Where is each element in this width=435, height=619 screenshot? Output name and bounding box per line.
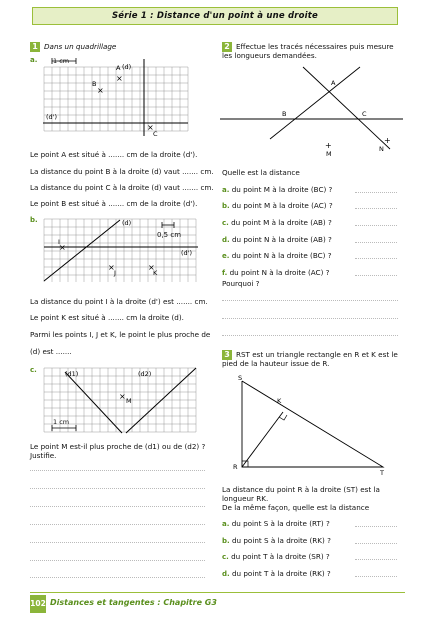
ex3-point-T: T [380, 469, 384, 477]
ex3-number: 3 [222, 350, 232, 360]
ex1a-point-B-label: B [92, 80, 97, 88]
ex1a-d-label: (d) [122, 63, 132, 71]
answer-line[interactable] [222, 318, 398, 319]
ex2-item: b. du point M à la droite (AC) ? [222, 201, 333, 210]
answer-line[interactable] [30, 577, 205, 578]
ex1b-grid [40, 217, 200, 282]
ex1-title: Dans un quadrillage [44, 42, 117, 51]
answer-line[interactable] [30, 506, 205, 507]
answer-blank[interactable] [355, 242, 397, 243]
ex3-text-1: La distance du point R à la droite (ST) est la [222, 485, 380, 494]
ex1a-point-C: × [147, 123, 154, 132]
ex2-point-N: N [379, 145, 384, 153]
ex1c-scale: 1 cm [53, 418, 70, 426]
answer-blank[interactable] [355, 225, 397, 226]
ex3-figure [228, 372, 398, 480]
ex3-text-2: longueur RK. [222, 494, 269, 503]
ex2-point-M-mark: + [325, 141, 332, 150]
ex3-point-K: K [277, 397, 282, 405]
ex3-item: b. du point S à la droite (RK) ? [222, 536, 331, 545]
ex1a-scale: 1 cm [53, 57, 70, 65]
answer-blank[interactable] [355, 543, 397, 544]
page-title-banner [32, 7, 398, 25]
ex1a-point-A: × [116, 74, 123, 83]
ex1b-point-K: × [148, 263, 155, 272]
ex1a-point-B: × [97, 86, 104, 95]
ex2-item: f. du point N à la droite (AC) ? [222, 268, 330, 277]
ex2-item: c. du point M à la droite (AB) ? [222, 218, 332, 227]
ex3-instruction-1: RST est un triangle rectangle en R et K est le [236, 350, 398, 359]
ex2-instruction-2: les longueurs demandées. [222, 51, 317, 60]
ex1a-grid [40, 57, 190, 137]
answer-blank[interactable] [355, 258, 397, 259]
ex1c-label: c. [30, 366, 37, 374]
ex2-point-C: C [362, 110, 367, 118]
ex3-point-R: R [233, 463, 238, 471]
ex3-point-S: S [238, 374, 243, 382]
ex1a-point-A-label: A [116, 64, 121, 72]
ex3-item: a. du point S à la droite (RT) ? [222, 519, 330, 528]
ex2-question: Quelle est la distance [222, 168, 300, 177]
ex2-item: e. du point N à la droite (BC) ? [222, 251, 332, 260]
answer-blank[interactable] [355, 559, 397, 560]
ex1a-q1: Le point A est situé à ....... cm de la droite (d'). [30, 150, 198, 159]
ex1a-q4: Le point B est situé à ....... cm de la droite (d'). [30, 199, 198, 208]
ex1b-point-I-label: I [58, 238, 60, 246]
ex1b-scale: 0,5 cm [157, 231, 182, 239]
ex2-pourquoi: Pourquoi ? [222, 279, 260, 288]
answer-line[interactable] [30, 542, 205, 543]
answer-blank[interactable] [355, 208, 397, 209]
ex2-point-N-mark: + [384, 136, 391, 145]
footer-title: Distances et tangentes : Chapitre G3 [50, 598, 217, 607]
answer-blank[interactable] [355, 192, 397, 193]
ex1c-q1: Le point M est-il plus proche de (d1) ou de (d2) ? [30, 442, 206, 451]
ex1a-label: a. [30, 56, 38, 64]
ex1b-q1: La distance du point I à la droite (d') est ....... cm. [30, 297, 208, 306]
ex3-item: d. du point T à la droite (RK) ? [222, 569, 331, 578]
ex1a-point-C-label: C [153, 130, 158, 137]
ex1b-q2: Le point K est situé à ....... cm la droite (d). [30, 313, 184, 322]
ex1b-label: b. [30, 216, 38, 224]
ex2-item: a. du point M à la droite (BC) ? [222, 185, 333, 194]
ex2-number: 2 [222, 42, 232, 52]
ex2-item: d. du point N à la droite (AB) ? [222, 235, 332, 244]
ex2-point-M: M [326, 150, 332, 157]
ex1b-point-J-label: J [114, 269, 116, 277]
ex1a-dp-label: (d') [46, 113, 57, 121]
ex1c-q2: Justifie. [30, 451, 57, 460]
answer-line[interactable] [222, 300, 398, 301]
ex1b-point-I: × [59, 243, 66, 252]
page-title: Série 1 : Distance d'un point à une droite [111, 11, 319, 21]
ex2-instruction-1: Effectue les tracés nécessaires puis mesure [236, 42, 394, 51]
answer-blank[interactable] [355, 576, 397, 577]
ex3-text-3: De la même façon, quelle est la distance [222, 503, 370, 512]
ex1b-dp-label: (d') [181, 249, 192, 257]
ex1a-q2: La distance du point B à la droite (d) vaut ....... cm. [30, 167, 214, 176]
answer-line[interactable] [222, 335, 398, 336]
ex1-heading [30, 42, 116, 52]
ex1c-d1-label: (d1) [65, 370, 79, 378]
ex3-instruction-2: pied de la hauteur issue de R. [222, 359, 330, 368]
answer-blank[interactable] [355, 526, 397, 527]
ex1-number: 1 [30, 42, 40, 52]
ex1c-d2-label: (d2) [138, 370, 152, 378]
ex1b-d-label: (d) [122, 219, 132, 227]
ex1b-q4: (d) est ....... [30, 347, 72, 356]
ex2-point-A: A [331, 79, 336, 87]
ex1b-q3: Parmi les points I, J et K, le point le plus proche de [30, 330, 211, 339]
page-number: 102 [30, 595, 46, 613]
ex2-figure [220, 62, 405, 157]
ex3-item: c. du point T à la droite (SR) ? [222, 552, 330, 561]
answer-line[interactable] [30, 470, 205, 471]
answer-line[interactable] [30, 488, 205, 489]
ex1a-q3: La distance du point C à la droite (d) vaut ....... cm. [30, 183, 214, 192]
ex1c-point-M: × [119, 392, 126, 401]
ex2-point-B: B [282, 110, 287, 118]
footer-rule [30, 592, 405, 593]
answer-line[interactable] [30, 560, 205, 561]
ex1b-point-K-label: K [153, 269, 158, 277]
ex1b-point-J: × [108, 263, 115, 272]
answer-line[interactable] [30, 524, 205, 525]
ex1c-point-M-label: M [126, 397, 132, 405]
answer-blank[interactable] [355, 275, 397, 276]
